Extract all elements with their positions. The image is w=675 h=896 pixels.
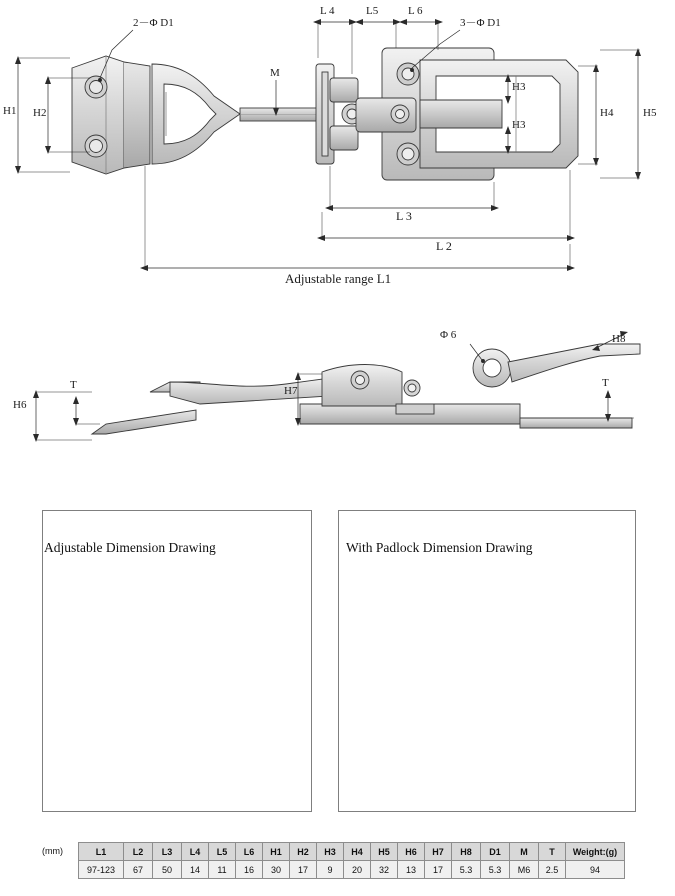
cell-h8: 5.3 bbox=[452, 861, 481, 879]
cell-h7: 17 bbox=[425, 861, 452, 879]
header-cell-l5: L5 bbox=[209, 843, 236, 861]
handle-lever bbox=[420, 60, 578, 168]
header-cell-l3: L3 bbox=[153, 843, 182, 861]
table-header-row bbox=[79, 843, 625, 861]
header-cell-t: T bbox=[539, 843, 566, 861]
callout-h3-lower: H3 bbox=[512, 119, 526, 131]
callout-h1: H1 bbox=[3, 105, 17, 117]
header-cell-l1: L1 bbox=[79, 843, 124, 861]
spec-table bbox=[78, 842, 625, 879]
callout-l3: L 3 bbox=[396, 209, 412, 223]
callout-2-phi-d1: 2－Φ D1 bbox=[133, 17, 174, 29]
left-bracket bbox=[72, 56, 150, 174]
cell-weight: 94 bbox=[566, 861, 625, 879]
cell-l5: 11 bbox=[209, 861, 236, 879]
header-cell-h4: H4 bbox=[344, 843, 371, 861]
clevis bbox=[316, 64, 362, 164]
header-cell-m: M bbox=[510, 843, 539, 861]
cell-m: M6 bbox=[510, 861, 539, 879]
callout-h8: H8 bbox=[612, 333, 626, 345]
callout-t-right: T bbox=[602, 377, 609, 389]
header-cell-h3: H3 bbox=[317, 843, 344, 861]
cell-l4: 14 bbox=[182, 861, 209, 879]
callout-h5: H5 bbox=[643, 107, 657, 119]
table-row bbox=[79, 861, 625, 879]
cell-t: 2.5 bbox=[539, 861, 566, 879]
callout-phi-6: Φ 6 bbox=[440, 329, 457, 341]
callout-3-phi-d1: 3－Φ D1 bbox=[460, 17, 501, 29]
callout-t-left: T bbox=[70, 379, 77, 391]
panel-padlock-title: With Padlock Dimension Drawing bbox=[346, 540, 533, 555]
header-cell-h1: H1 bbox=[263, 843, 290, 861]
header-cell-h7: H7 bbox=[425, 843, 452, 861]
callout-h4: H4 bbox=[600, 107, 614, 119]
header-cell-d1: D1 bbox=[481, 843, 510, 861]
u-link bbox=[152, 64, 240, 164]
callout-h3-upper: H3 bbox=[512, 81, 526, 93]
header-cell-l2: L2 bbox=[124, 843, 153, 861]
cell-d1: 5.3 bbox=[481, 861, 510, 879]
unit-label: (mm) bbox=[42, 846, 63, 856]
header-cell-h6: H6 bbox=[398, 843, 425, 861]
header-cell-weight: Weight:(g) bbox=[566, 843, 625, 861]
callout-h6: H6 bbox=[13, 399, 27, 411]
callout-l5: L5 bbox=[366, 5, 379, 17]
callout-m: M bbox=[270, 67, 280, 79]
cell-l6: 16 bbox=[236, 861, 263, 879]
header-cell-l4: L4 bbox=[182, 843, 209, 861]
callout-l2: L 2 bbox=[436, 239, 452, 253]
top-view-group bbox=[72, 48, 578, 180]
adjust-rod bbox=[240, 108, 318, 121]
callout-h2: H2 bbox=[33, 107, 47, 119]
cell-h1: 30 bbox=[263, 861, 290, 879]
cell-h2: 17 bbox=[290, 861, 317, 879]
panel-adjustable-title: Adjustable Dimension Drawing bbox=[44, 540, 216, 555]
callout-l6: L 6 bbox=[408, 5, 423, 17]
cell-h4: 20 bbox=[344, 861, 371, 879]
side-view-group bbox=[92, 344, 640, 434]
header-cell-h2: H2 bbox=[290, 843, 317, 861]
cell-h6: 13 bbox=[398, 861, 425, 879]
cell-l3: 50 bbox=[153, 861, 182, 879]
callout-h7: H7 bbox=[284, 385, 298, 397]
cell-h3: 9 bbox=[317, 861, 344, 879]
header-cell-l6: L6 bbox=[236, 843, 263, 861]
header-cell-h8: H8 bbox=[452, 843, 481, 861]
callout-adjustable-range-l1: Adjustable range L1 bbox=[285, 271, 392, 286]
header-cell-h5: H5 bbox=[371, 843, 398, 861]
cell-l2: 67 bbox=[124, 861, 153, 879]
cell-l1: 97-123 bbox=[79, 861, 124, 879]
cell-h5: 32 bbox=[371, 861, 398, 879]
callout-l4: L 4 bbox=[320, 5, 335, 17]
